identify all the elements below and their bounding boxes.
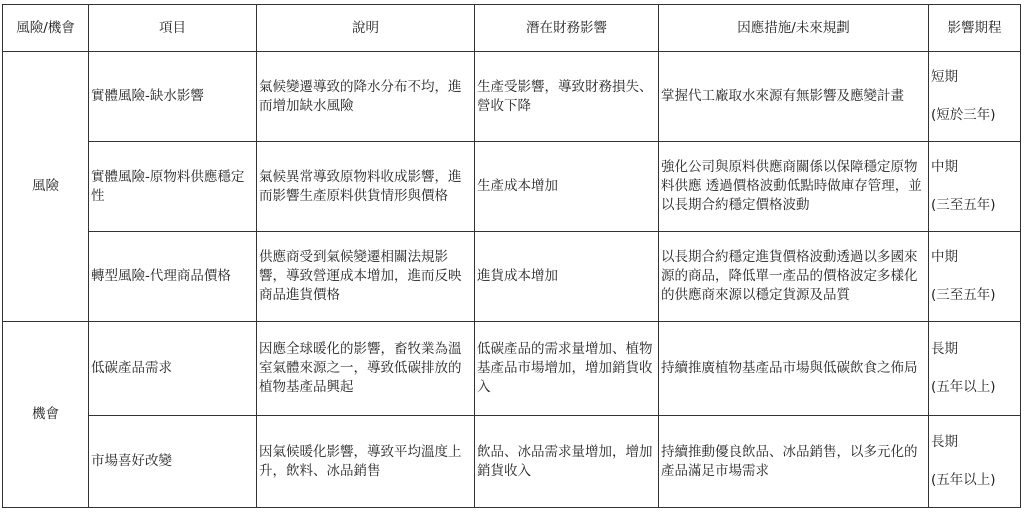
- table-row: [3, 142, 1021, 232]
- term-label: 中期: [931, 159, 958, 175]
- measures-cell: 持續推動優良飲品、冰品銷售，以多元化的產品滿足市場需求: [659, 416, 929, 508]
- climate-risk-table: [2, 4, 1021, 508]
- table-row: [3, 322, 1021, 416]
- table-row: [3, 416, 1021, 508]
- measures-cell: 掌握代工廠取水來源有無影響及應變計畫: [659, 52, 929, 142]
- category-cell-risk: 風險: [3, 52, 89, 322]
- term-detail: (五年以上): [931, 379, 996, 395]
- header-financial-impact: 潛在財務影響: [475, 5, 659, 52]
- table-row: [3, 232, 1021, 322]
- term-detail: (三至五年): [931, 197, 996, 213]
- table-row: [3, 52, 1021, 142]
- impact-cell: 生產受影響，導致財務損失、營收下降: [475, 52, 659, 142]
- item-cell: 實體風險-缺水影響: [89, 52, 257, 142]
- item-cell: 低碳產品需求: [89, 322, 257, 416]
- description-cell: 因應全球暖化的影響，畜牧業為溫室氣體來源之一，導致低碳排放的植物基產品興起: [257, 322, 475, 416]
- description-cell: 氣候異常導致原物料收成影響，進而影響生產原料供貨情形與價格: [257, 142, 475, 232]
- item-cell: 轉型風險-代理商品價格: [89, 232, 257, 322]
- term-detail: (五年以上): [931, 472, 996, 488]
- term-label: 長期: [931, 434, 958, 450]
- category-cell-opportunity: 機會: [3, 322, 89, 508]
- header-measures: 因應措施/未來規劃: [659, 5, 929, 52]
- impact-cell: 生產成本增加: [475, 142, 659, 232]
- description-cell: 氣候變遷導致的降水分布不均，進而增加缺水風險: [257, 52, 475, 142]
- term-label: 中期: [931, 249, 958, 265]
- header-item: 項目: [89, 5, 257, 52]
- header-category: 風險/機會: [3, 5, 89, 52]
- term-label: 短期: [931, 69, 958, 85]
- impact-cell: 進貨成本增加: [475, 232, 659, 322]
- measures-cell: 以長期合約穩定進貨價格波動透過以多國來源的商品，降低單一產品的價格波定多樣化的供應商來源以穩定貨源及品質: [659, 232, 929, 322]
- header-term: 影響期程: [929, 5, 1021, 52]
- term-cell: [929, 322, 1021, 416]
- term-cell: [929, 232, 1021, 322]
- description-cell: 供應商受到氣候變遷相關法規影響，導致營運成本增加，進而反映商品進貨價格: [257, 232, 475, 322]
- item-cell: 實體風險-原物料供應穩定性: [89, 142, 257, 232]
- term-detail: (短於三年): [931, 107, 996, 123]
- term-detail: (三至五年): [931, 287, 996, 303]
- measures-cell: 強化公司與原料供應商關係以保障穩定原物料供應 透過價格波動低點時做庫存管理，並以長期合約穩定價格波動: [659, 142, 929, 232]
- term-cell: [929, 142, 1021, 232]
- measures-cell: 持續推廣植物基產品市場與低碳飲食之佈局: [659, 322, 929, 416]
- term-label: 長期: [931, 341, 958, 357]
- term-cell: [929, 52, 1021, 142]
- item-cell: 市場喜好改變: [89, 416, 257, 508]
- header-row: [3, 5, 1021, 52]
- header-description: 說明: [257, 5, 475, 52]
- impact-cell: 低碳產品的需求量增加、植物基產品市場增加，增加銷貨收入: [475, 322, 659, 416]
- term-cell: [929, 416, 1021, 508]
- description-cell: 因氣候暖化影響，導致平均溫度上升，飲料、冰品銷售: [257, 416, 475, 508]
- impact-cell: 飲品、冰品需求量增加，增加銷貨收入: [475, 416, 659, 508]
